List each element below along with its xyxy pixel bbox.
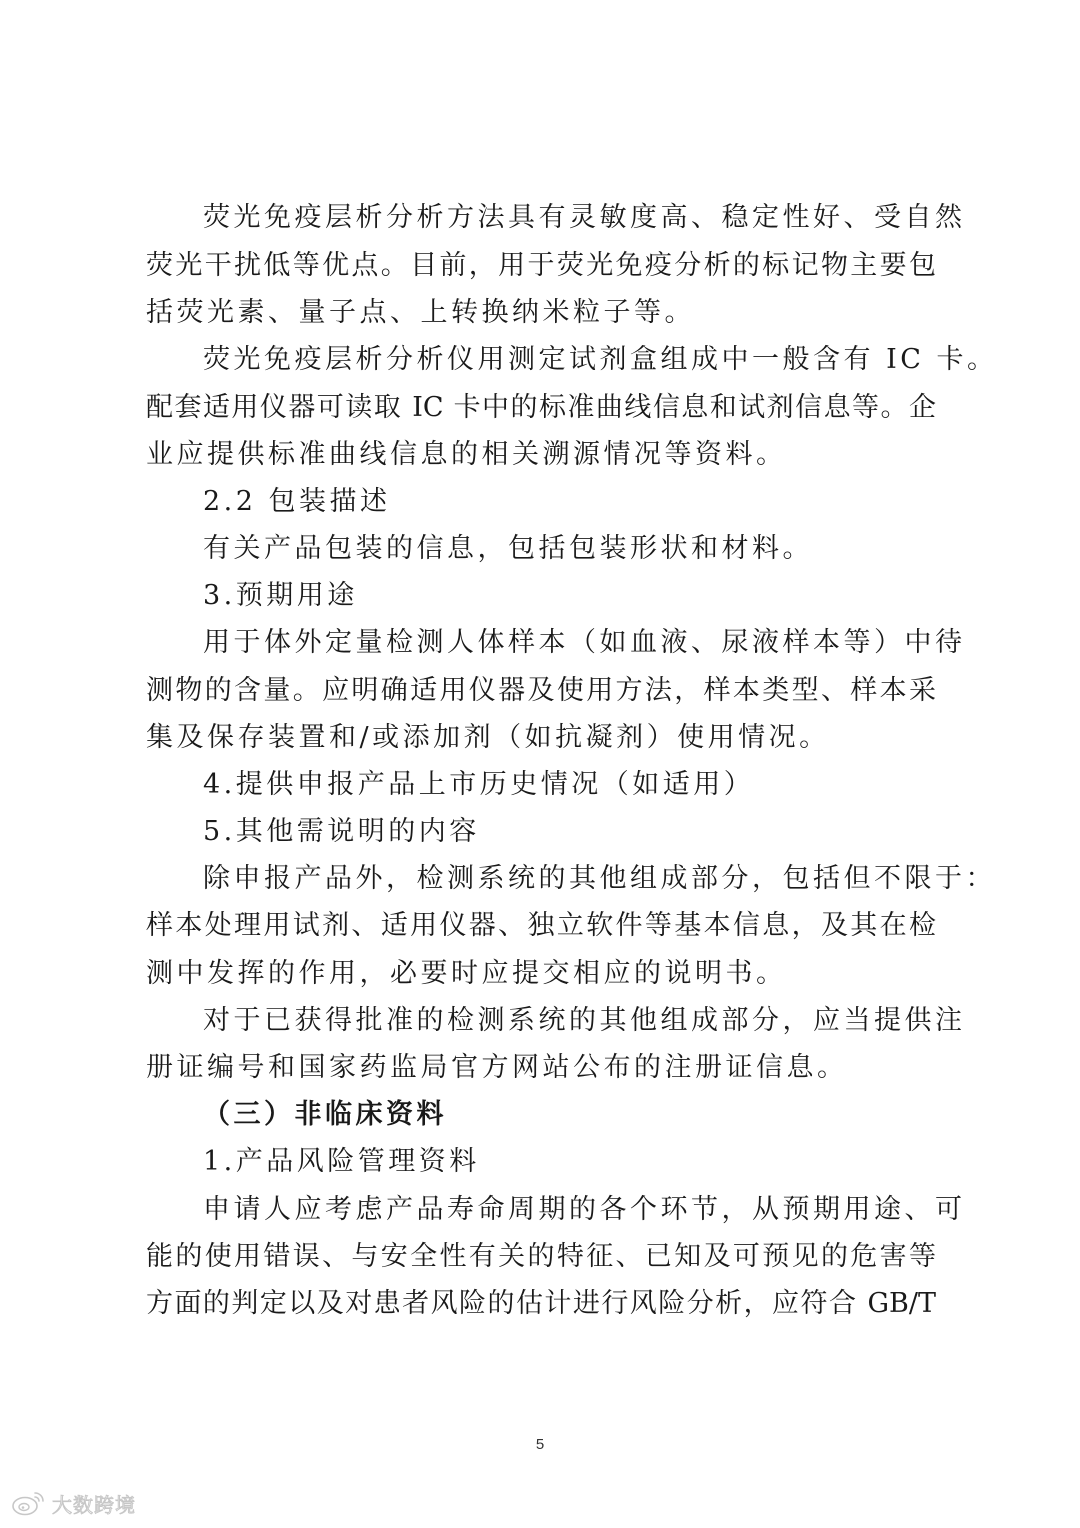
paragraph-line: 测物的含量。应明确适用仪器及使用方法，样本类型、样本采	[146, 675, 936, 706]
paragraph-line: 配套适用仪器可读取 IC 卡中的标准曲线信息和试剂信息等。企	[146, 392, 936, 423]
paragraph-line: 荧光干扰低等优点。目前，用于荧光免疫分析的标记物主要包	[146, 250, 936, 281]
paragraph-line: 括荧光素、量子点、上转换纳米粒子等。	[146, 297, 695, 328]
paragraph-line: 对于已获得批准的检测系统的其他组成部分，应当提供注	[203, 1005, 966, 1036]
watermark-text: 大数跨境	[52, 1492, 136, 1517]
paragraph-line: 申请人应考虑产品寿命周期的各个环节，从预期用途、可	[203, 1194, 966, 1225]
watermark	[10, 1486, 136, 1520]
paragraph-line: 测中发挥的作用，必要时应提交相应的说明书。	[146, 958, 787, 989]
page-number: 5	[535, 1436, 545, 1453]
section-heading: 3.预期用途	[203, 580, 358, 611]
weibo-logo-icon	[10, 1489, 46, 1517]
paragraph-line: 荧光免疫层析分析仪用测定试剂盒组成中一般含有 IC 卡。	[203, 344, 998, 375]
paragraph-line: 除申报产品外，检测系统的其他组成部分，包括但不限于：	[203, 863, 996, 894]
paragraph-line: 荧光免疫层析分析方法具有灵敏度高、稳定性好、受自然	[203, 202, 966, 233]
paragraph-line: 方面的判定以及对患者风险的估计进行风险分析，应符合 GB/T	[146, 1288, 936, 1319]
paragraph-line: 能的使用错误、与安全性有关的特征、已知及可预见的危害等	[146, 1241, 936, 1272]
paragraph-line: 集及保存装置和/或添加剂（如抗凝剂）使用情况。	[146, 722, 830, 753]
paragraph-line: 样本处理用试剂、适用仪器、独立软件等基本信息，及其在检	[146, 910, 936, 941]
section-heading: 5.其他需说明的内容	[203, 816, 480, 847]
section-heading: 1.产品风险管理资料	[203, 1146, 480, 1177]
paragraph-line: 业应提供标准曲线信息的相关溯源情况等资料。	[146, 439, 787, 470]
section-heading: 2.2 包装描述	[203, 486, 391, 517]
paragraph-line: 有关产品包装的信息，包括包装形状和材料。	[203, 533, 813, 564]
paragraph-line: 用于体外定量检测人体样本（如血液、尿液样本等）中待	[203, 627, 966, 658]
section-heading: 4.提供申报产品上市历史情况（如适用）	[203, 769, 755, 800]
section-heading: （三）非临床资料	[203, 1099, 447, 1130]
paragraph-line: 册证编号和国家药监局官方网站公布的注册证信息。	[146, 1052, 848, 1083]
